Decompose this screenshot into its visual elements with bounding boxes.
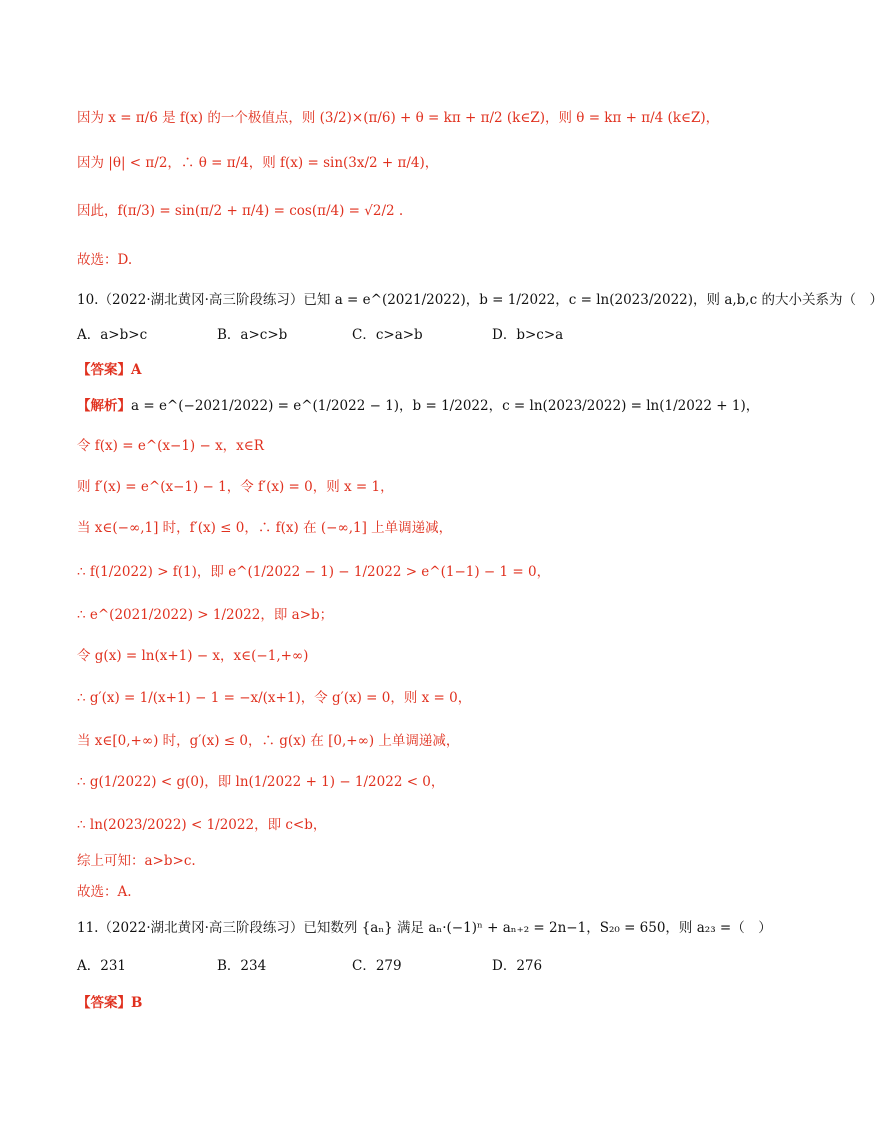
option-b: B．234 (217, 958, 267, 974)
option-a: A．231 (77, 958, 127, 974)
step-3: 当 x∈(−∞,1] 时，f′(x) ≤ 0，∴ f(x) 在 (−∞,1] 上单调递减， (77, 520, 453, 536)
question-11: 11.（2022·湖北黄冈·高三阶段练习）已知数列 {aₙ} 满足 aₙ·(−1)ⁿ + aₙ₊₂ = 2n−1，S₂₀ = 650，则 a₂₃ =（ ） (77, 920, 772, 936)
analysis-label: 【解析】 (77, 398, 131, 414)
option-b: B．a>c>b (217, 327, 288, 343)
answer-11: 【答案】B (77, 995, 143, 1011)
step-11: 综上可知：a>b>c. (77, 853, 196, 869)
step-6: 令 g(x) = ln(x+1) − x，x∈(−1,+∞) (77, 648, 309, 664)
option-c: C．279 (352, 958, 402, 974)
choose-a: 故选：A. (77, 884, 132, 900)
step-1: 令 f(x) = e^(x−1) − x，x∈R (77, 438, 264, 454)
solution-line-theta: 因为 |θ| < π/2，∴ θ = π/4，则 f(x) = sin(3x/2 + π/4)， (77, 155, 439, 171)
step-7: ∴ g′(x) = 1/(x+1) − 1 = −x/(x+1)，令 g′(x) = 0，则 x = 0， (77, 690, 472, 706)
option-d: D．b>c>a (492, 327, 564, 343)
question-11-options (77, 956, 760, 976)
analysis-line (77, 396, 760, 416)
step-10: ∴ ln(2023/2022) < 1/2022，即 c<b， (77, 817, 327, 833)
step-8: 当 x∈[0,+∞) 时，g′(x) ≤ 0，∴ g(x) 在 [0,+∞) 上单调递减， (77, 733, 460, 749)
question-10: 10.（2022·湖北黄冈·高三阶段练习）已知 a = e^(2021/2022)，b = 1/2022，c = ln(2023/2022)，则 a,b,c 的大小关系为（ ） (77, 292, 883, 308)
step-5: ∴ e^(2021/2022) > 1/2022，即 a>b； (77, 607, 334, 623)
step-2: 则 f′(x) = e^(x−1) − 1，令 f′(x) = 0，则 x = 1， (77, 479, 394, 495)
option-a: A．a>b>c (77, 327, 148, 343)
choose-d: 故选：D. (77, 252, 133, 268)
question-10-options (77, 325, 760, 345)
analysis-text: a = e^(−2021/2022) = e^(1/2022 − 1)，b = 1/2022，c = ln(2023/2022) = ln(1/2022 + 1)， (131, 398, 760, 414)
solution-line-extremum: 因为 x = π/6 是 f(x) 的一个极值点，则 (3/2)×(π/6) + θ = kπ + π/2 (k∈Z)，则 θ = kπ + π/4 (k∈Z)， (77, 110, 720, 126)
option-d: D．276 (492, 958, 543, 974)
answer-10: 【答案】A (77, 362, 142, 378)
solution-line-value: 因此，f(π/3) = sin(π/2 + π/4) = cos(π/4) = √2/2 . (77, 203, 404, 219)
step-9: ∴ g(1/2022) < g(0)，即 ln(1/2022 + 1) − 1/2022 < 0， (77, 774, 445, 790)
option-c: C．c>a>b (352, 327, 423, 343)
step-4: ∴ f(1/2022) > f(1)，即 e^(1/2022 − 1) − 1/2022 > e^(1−1) − 1 = 0， (77, 564, 551, 580)
